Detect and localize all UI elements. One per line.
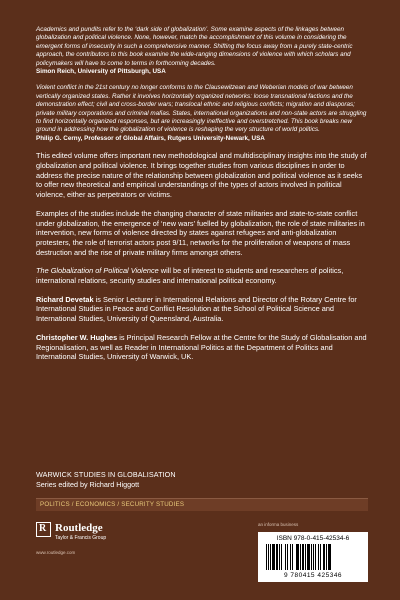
description-paragraph-1: This edited volume offers important new methodological and multidisciplinary insights into the study of globalization and political violence. It brings together studies from various disciplines in order to address the precise nature of the relationship between globalization and political violence as it seeks to offer new theoretical and empirical understandings of the types of actors involved in political violence, either as perpetrators or victims. [36, 151, 367, 200]
editor-name-2: Christopher W. Hughes [36, 332, 118, 342]
editor-bio-text-1: is Senior Lecturer in International Relations and Director of the Rotary Centre for International Studies in Peace and Conflict Resolution at the School of Political Science and International Studies, University of Queensland, Australia. [36, 294, 357, 324]
book-title-inline: The Globalization of Political Violence [36, 266, 159, 276]
isbn-number: ISBN 978-0-415-42534-6 [276, 535, 350, 542]
informa-tagline: an informa business [258, 522, 299, 527]
routledge-logo-icon [36, 522, 51, 537]
description-paragraph-3 [36, 266, 368, 285]
ean-number: 9 780415 425346 [283, 572, 343, 579]
editor-bio-2 [36, 333, 368, 362]
description-paragraph-2: Examples of the studies include the changing character of state militaries and state-to-state conflict under globalization, the emergence of ‘new wars’ fuelled by globalization, the role of state militaries in intervention, new forms of violence directed by states against refugees and anti-globalization protesters, the role of terrorist actors post 9/11, networks for the proliferation of weapons of mass destruction and the rise of private military firms amongst others. [36, 208, 365, 257]
subject-categories: POLITICS / ECONOMICS / SECURITY STUDIES [40, 501, 185, 508]
endorsement-attribution-1: Simon Reich, University of Pittsburgh, USA [36, 68, 166, 76]
logo-letter: R [39, 523, 47, 534]
series-info [36, 470, 368, 489]
editor-bio-1 [36, 295, 368, 324]
back-cover-text [36, 26, 368, 371]
publisher-subline: Taylor & Francis Group [55, 535, 107, 541]
endorsement-attribution-2: Philip G. Cerny, Professor of Global Affairs, Rutgers University-Newark, USA [36, 134, 265, 142]
endorsement-quote-2: Violent conflict in the 21st century no longer conforms to the Clausewitzean and Weberian models of war between vertically organized states. Rather it involves horizontally organized networks: loose transnational factions and the demonstration effect; civil and cross-border wars; translocal ethnic and religious conflicts; migration and diasporas; private military corporations and criminal mafias. States, international organizations and non-state actors are struggling to find horizontally organized responses, but are increasingly ineffective and overstretched. This book breaks new ground in addressing how the globalization of violence is reshaping the very structure of world politics. [36, 84, 367, 134]
audience-text: will be of interest to students and researchers of politics, international relations, security studies and international political economy. [36, 266, 344, 286]
subject-bar [36, 498, 368, 511]
barcode-panel [258, 532, 368, 582]
endorsement-quote-1: Academics and pundits refer to the ‘dark side of globalization’. Some examine aspects of the linkages between globalization and political violence. None, however, match the accomplishment of this volume in considering the emergent forms of insecurity in such a comprehensive manner. Shifting the focus away from a purely state-centric approach, the contributors to this book examine the wide-ranging dimensions of violence with which scholars and policymakers will have to come to terms in forthcoming decades. [36, 26, 353, 67]
editor-bio-text-2: is Principal Research Fellow at the Centre for the Study of Globalisation and Regionalisation, as well as Reader in International Politics at the Department of Politics and International Studies, University of Warwick, UK. [36, 332, 367, 362]
publisher-name: Routledge [55, 522, 103, 534]
barcode-icon [266, 544, 360, 572]
publisher-url: www.routledge.com [36, 550, 76, 555]
series-title: WARWICK STUDIES IN GLOBALISATION [36, 470, 176, 479]
series-editor: Series edited by Richard Higgott [36, 479, 140, 489]
editor-name-1: Richard Devetak [36, 294, 94, 304]
publisher-block [36, 522, 186, 562]
